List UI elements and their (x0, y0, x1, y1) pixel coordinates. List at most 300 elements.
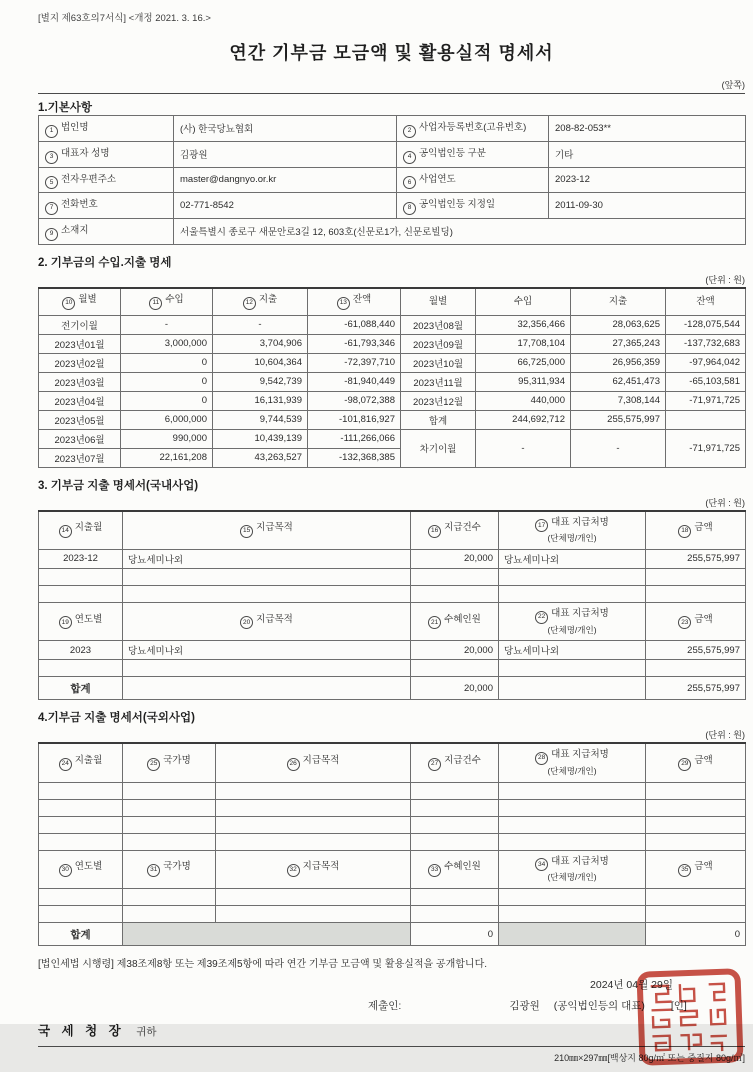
seal-placeholder-mark: [인] (670, 1000, 687, 1012)
column-header (213, 288, 308, 315)
table-cell (39, 906, 123, 923)
table-row (39, 816, 746, 833)
table-cell: 66,725,000 (476, 353, 571, 372)
circled-number: 28 (535, 752, 548, 765)
column-header (123, 602, 411, 640)
column-header-label: 지출월 (74, 522, 103, 534)
table-cell: 2023년01월 (39, 334, 121, 353)
table-cell (499, 782, 646, 799)
table3-year-body (39, 641, 746, 700)
table-cell (39, 833, 123, 850)
value-business-year: 2023-12 (549, 167, 746, 193)
column-header (499, 743, 646, 782)
recipient-suffix: 귀하 (136, 1026, 157, 1038)
table-row (39, 429, 746, 448)
circled-number: 4 (403, 151, 416, 164)
circled-number: 12 (243, 297, 256, 310)
table-cell (216, 906, 411, 923)
table-cell (646, 833, 746, 850)
page-side-label: (앞쪽) (721, 80, 745, 90)
circled-number: 6 (403, 176, 416, 189)
table-cell: 9,542,739 (213, 372, 308, 391)
table-cell (499, 677, 646, 700)
label-business-reg-no: 2 사업자등록번호(고유번호) (397, 116, 549, 142)
table-row (39, 315, 746, 334)
basic-info-table (38, 115, 746, 245)
circled-number: 23 (678, 616, 691, 629)
table-row (39, 334, 746, 353)
table-cell: - (571, 429, 666, 467)
table-cell (411, 816, 499, 833)
column-header-label: 지급건수 (444, 522, 481, 534)
unit-label: (단위 : 원) (705, 730, 745, 741)
table-cell (666, 410, 746, 429)
circled-number: 8 (403, 202, 416, 215)
table-cell (499, 799, 646, 816)
table-cell (123, 889, 216, 906)
table-cell: 255,575,997 (646, 641, 746, 660)
table-cell (39, 799, 123, 816)
table-row (39, 167, 746, 193)
column-header-label: 대표 지급처명 (551, 516, 609, 528)
table-cell (411, 833, 499, 850)
table-cell: 2023년10월 (401, 353, 476, 372)
table-cell: -101,816,927 (308, 410, 401, 429)
column-header (39, 511, 123, 550)
table-cell: -128,075,544 (666, 315, 746, 334)
table-cell (123, 568, 411, 585)
table-cell: 0 (121, 353, 213, 372)
document-title: 연간 기부금 모금액 및 활용실적 명세서 (229, 43, 554, 63)
table-row (39, 585, 746, 602)
column-header (571, 288, 666, 315)
column-header-label: 월별 (78, 293, 97, 305)
table-cell (646, 660, 746, 677)
table-cell (499, 833, 646, 850)
total-label: 합계 (39, 677, 123, 700)
column-header-label: 국가명 (163, 861, 191, 873)
table-cell (123, 585, 411, 602)
table-cell: 전기이월 (39, 315, 121, 334)
circled-number: 10 (62, 297, 75, 310)
table4-month-header-row (39, 743, 746, 782)
table-cell: 2023년04월 (39, 391, 121, 410)
table-cell: 0 (121, 391, 213, 410)
column-header-label: 수입 (165, 293, 184, 305)
table-cell: 9,744,539 (213, 410, 308, 429)
column-header-sublabel: (단체명/개인) (547, 533, 597, 544)
table-cell (646, 889, 746, 906)
column-header (39, 602, 123, 640)
table-cell: -61,793,346 (308, 334, 401, 353)
submission-date: 2024년 04월 29일 (590, 979, 673, 991)
total-count: 0 (411, 923, 499, 946)
table-cell: -72,397,710 (308, 353, 401, 372)
total-label: 합계 (401, 410, 476, 429)
table-cell (499, 889, 646, 906)
table-cell (499, 585, 646, 602)
table-cell: 2023년06월 (39, 429, 121, 448)
column-header (39, 850, 123, 888)
table-cell: - (213, 315, 308, 334)
table-cell: 0 (121, 372, 213, 391)
column-header-label: 잔액 (352, 293, 372, 305)
column-header-label: 지출 (258, 293, 278, 305)
table-row (39, 833, 746, 850)
circled-number: 15 (240, 525, 253, 538)
table3-month-header-row (39, 511, 746, 550)
label-designation-date: 8 공익법인등 지정일 (397, 193, 549, 219)
paper-spec: 210㎜×297㎜[백상지 80g/㎡ 또는 중질지 80g/㎡] (554, 1053, 745, 1063)
table-cell: -111,266,066 (308, 429, 401, 448)
circled-number: 30 (59, 864, 72, 877)
column-header (499, 511, 646, 550)
column-header (123, 511, 411, 550)
table-cell: 20,000 (411, 641, 499, 660)
table-cell (39, 782, 123, 799)
table-row (39, 677, 746, 700)
table-cell: 43,263,527 (213, 448, 308, 467)
table-cell: -61,088,440 (308, 315, 401, 334)
value-address: 서울특별시 종로구 새문안로3길 12, 603호(신문로1가, 신문로빌딩) (174, 219, 746, 245)
column-header (646, 602, 746, 640)
column-header-label: 금액 (694, 755, 713, 767)
table-cell (411, 889, 499, 906)
table-cell: 17,708,104 (476, 334, 571, 353)
table3-year-header-row (39, 602, 746, 640)
disclosure-statement: [법인세법 시행령] 제38조제8항 또는 제39조제5항에 따라 연간 기부금 모금액 및 활용실적을 공개합니다. (38, 959, 488, 970)
column-header (123, 850, 216, 888)
column-header (499, 602, 646, 640)
column-header-label: 잔액 (696, 295, 715, 307)
table3-month-body (39, 549, 746, 602)
table-cell (123, 923, 411, 946)
divider-line (38, 93, 745, 94)
table-cell: -132,368,385 (308, 448, 401, 467)
column-header (499, 850, 646, 888)
total-count: 20,000 (411, 677, 499, 700)
table-cell (123, 782, 216, 799)
table-cell (123, 833, 216, 850)
table2-header-row (39, 288, 746, 315)
table-cell: 26,956,359 (571, 353, 666, 372)
circled-number: 3 (45, 151, 58, 164)
circled-number: 27 (428, 758, 441, 771)
divider-line (38, 1046, 745, 1047)
table-cell: 당뇨세미나외 (123, 641, 411, 660)
table-cell (646, 568, 746, 585)
table4-month-body (39, 782, 746, 850)
table-cell: -98,072,388 (308, 391, 401, 410)
column-header (216, 850, 411, 888)
table-cell: -97,964,042 (666, 353, 746, 372)
table-cell: 2023 (39, 641, 123, 660)
value-representative: 김광원 (174, 141, 397, 167)
table-cell: - (121, 315, 213, 334)
section1-heading: 1.기본사항 (38, 102, 93, 114)
column-header (401, 288, 476, 315)
total-amount: 255,575,997 (646, 677, 746, 700)
label-email: 5 전자우편주소 (39, 167, 174, 193)
circled-number: 7 (45, 202, 58, 215)
table-cell (123, 660, 411, 677)
column-header-label: 연도별 (74, 613, 103, 625)
table-cell: 2023-12 (39, 549, 123, 568)
circled-number: 24 (59, 758, 72, 771)
table-row (39, 116, 746, 142)
column-header-label: 지급목적 (256, 522, 293, 534)
table-cell: 244,692,712 (476, 410, 571, 429)
table-cell (216, 799, 411, 816)
circled-number: 18 (678, 525, 691, 538)
circled-number: 17 (535, 519, 548, 532)
circled-number: 26 (287, 758, 300, 771)
circled-number: 2 (403, 125, 416, 138)
table-row (39, 141, 746, 167)
table-cell: 2023년07월 (39, 448, 121, 467)
label-representative: 3 대표자 성명 (39, 141, 174, 167)
column-header (39, 743, 123, 782)
table-row (39, 372, 746, 391)
table-cell (499, 923, 646, 946)
table-cell (646, 782, 746, 799)
table-cell: 2023년11월 (401, 372, 476, 391)
table-cell (216, 889, 411, 906)
table-cell: 32,356,466 (476, 315, 571, 334)
column-header-label: 대표 지급처명 (551, 607, 609, 619)
table-row (39, 641, 746, 660)
column-header-label: 지급건수 (444, 755, 481, 767)
submitter-role: (공익법인등의 대표) (553, 1000, 645, 1012)
column-header (646, 743, 746, 782)
table-row (39, 219, 746, 245)
table-row (39, 353, 746, 372)
column-header (411, 511, 499, 550)
total-label: 합계 (39, 923, 123, 946)
table-cell (499, 660, 646, 677)
circled-number: 5 (45, 176, 58, 189)
table-cell (411, 585, 499, 602)
table-cell: 당뇨세미나외 (499, 549, 646, 568)
table-cell: 16,131,939 (213, 391, 308, 410)
table-cell: 3,000,000 (121, 334, 213, 353)
value-org-type: 기타 (549, 141, 746, 167)
carry-forward-label: 차기이월 (401, 429, 476, 467)
circled-number: 11 (149, 297, 162, 310)
column-header-label: 수혜인원 (444, 613, 481, 625)
table-cell: 7,308,144 (571, 391, 666, 410)
table-row (39, 799, 746, 816)
label-address: 9 소재지 (39, 219, 174, 245)
table-row (39, 568, 746, 585)
table2-body (39, 315, 746, 467)
label-business-year: 6 사업연도 (397, 167, 549, 193)
column-header (411, 850, 499, 888)
column-header-sublabel: (단체명/개인) (547, 766, 597, 776)
column-header-sublabel: (단체명/개인) (547, 624, 597, 635)
table-cell (411, 906, 499, 923)
table-cell: 27,365,243 (571, 334, 666, 353)
table-row (39, 660, 746, 677)
circled-number: 35 (678, 864, 691, 877)
table-cell: 2023년02월 (39, 353, 121, 372)
table-cell (499, 816, 646, 833)
domestic-expense-table (38, 510, 746, 701)
table-cell (411, 799, 499, 816)
column-header (666, 288, 746, 315)
label-phone: 7 전화번호 (39, 193, 174, 219)
circled-number: 13 (337, 297, 350, 310)
circled-number: 1 (45, 125, 58, 138)
table-cell: 3,704,906 (213, 334, 308, 353)
circled-number: 16 (428, 525, 441, 538)
value-designation-date: 2011-09-30 (549, 193, 746, 219)
table-cell: 10,604,364 (213, 353, 308, 372)
column-header-label: 대표 지급처명 (551, 855, 609, 867)
circled-number: 21 (428, 616, 441, 629)
table-cell (411, 568, 499, 585)
column-header-label: 지출 (608, 295, 628, 307)
section4-heading: 4.기부금 지출 명세서(국외사업) (38, 712, 195, 725)
table-row (39, 410, 746, 429)
table-cell: 95,311,934 (476, 372, 571, 391)
table-cell (123, 799, 216, 816)
recipient-name: 국 세 청 장 (38, 1024, 125, 1038)
circled-number: 9 (45, 228, 58, 241)
table-row (39, 906, 746, 923)
column-header (121, 288, 213, 315)
unit-label: (단위 : 원) (705, 497, 745, 508)
table-cell: 6,000,000 (121, 410, 213, 429)
column-header (646, 511, 746, 550)
circled-number: 25 (147, 758, 160, 771)
table-cell: 255,575,997 (646, 549, 746, 568)
table-cell (646, 585, 746, 602)
table-cell: -71,971,725 (666, 391, 746, 410)
table-cell (499, 568, 646, 585)
column-header-sublabel: (단체명/개인) (547, 872, 597, 883)
table-cell (123, 906, 216, 923)
table-cell (39, 889, 123, 906)
column-header (411, 743, 499, 782)
circled-number: 22 (535, 611, 548, 624)
table-cell (411, 660, 499, 677)
table-cell (499, 906, 646, 923)
table-cell (39, 660, 123, 677)
value-email: master@dangnyo.or.kr (174, 167, 397, 193)
table-cell (123, 677, 411, 700)
table-cell: 22,161,208 (121, 448, 213, 467)
table-row (39, 889, 746, 906)
table-row (39, 782, 746, 799)
form-reference: [별지 제63호의7서식] <개정 2021. 3. 16.> (38, 13, 211, 24)
table-cell: 10,439,139 (213, 429, 308, 448)
table-cell: - (476, 429, 571, 467)
section2-heading: 2. 기부금의 수입.지출 명세 (38, 256, 172, 269)
value-business-reg-no: 208-82-053** (549, 116, 746, 142)
table-cell: 20,000 (411, 549, 499, 568)
table4-year-header-row (39, 850, 746, 888)
submitter-name: 김광원 (509, 1000, 540, 1012)
value-corp-name: (사) 한국당뇨협회 (174, 116, 397, 142)
table-cell: -65,103,581 (666, 372, 746, 391)
column-header-label: 월별 (428, 295, 448, 307)
table-cell (123, 816, 216, 833)
circled-number: 34 (535, 858, 548, 871)
label-org-type: 4 공익법인등 구분 (397, 141, 549, 167)
column-header-label: 지출월 (74, 755, 103, 767)
column-header-label: 지급목적 (256, 613, 293, 625)
circled-number: 19 (59, 616, 72, 629)
circled-number: 20 (240, 616, 253, 629)
column-header-label: 수입 (513, 295, 533, 307)
column-header (646, 850, 746, 888)
table-cell (646, 799, 746, 816)
table-cell: 당뇨세미나외 (499, 641, 646, 660)
column-header-label: 대표 지급처명 (551, 749, 609, 761)
table-cell (216, 833, 411, 850)
table-cell: 2023년03월 (39, 372, 121, 391)
table-cell (216, 816, 411, 833)
overseas-expense-table (38, 742, 746, 946)
column-header (411, 602, 499, 640)
column-header-label: 금액 (694, 861, 713, 873)
column-header-label: 지급목적 (302, 861, 340, 873)
table-row (39, 193, 746, 219)
table-cell: -81,940,449 (308, 372, 401, 391)
circled-number: 29 (678, 758, 691, 771)
column-header-label: 수혜인원 (444, 861, 481, 873)
column-header (216, 743, 411, 782)
column-header (123, 743, 216, 782)
table-cell: 당뇨세미나외 (123, 549, 411, 568)
document-footer (38, 955, 745, 1064)
column-header (308, 288, 401, 315)
table-cell: -71,971,725 (666, 429, 746, 467)
column-header-label: 금액 (694, 522, 713, 534)
table-cell (39, 568, 123, 585)
column-header (39, 288, 121, 315)
recipient-line (38, 1021, 745, 1039)
table4-year-body (39, 889, 746, 946)
total-amount: 0 (646, 923, 746, 946)
basic-info-body (39, 116, 746, 245)
column-header-label: 금액 (694, 613, 713, 625)
table-row (39, 391, 746, 410)
table-cell (411, 782, 499, 799)
table-cell: 62,451,473 (571, 372, 666, 391)
submitter-line (38, 998, 745, 1013)
table-row (39, 549, 746, 568)
submitter-label: 제출인: (368, 1000, 402, 1012)
table-cell: 2023년08월 (401, 315, 476, 334)
table-cell (646, 906, 746, 923)
table-cell (646, 816, 746, 833)
donation-income-expense-table (38, 287, 746, 468)
table-cell: 2023년12월 (401, 391, 476, 410)
label-corp-name: 1 법인명 (39, 116, 174, 142)
column-header-label: 지급목적 (302, 755, 340, 767)
table-cell: 440,000 (476, 391, 571, 410)
column-header (476, 288, 571, 315)
table-cell (216, 782, 411, 799)
circled-number: 14 (59, 525, 72, 538)
table-cell: 28,063,625 (571, 315, 666, 334)
column-header-label: 연도별 (74, 861, 103, 873)
table-cell (39, 816, 123, 833)
unit-label: (단위 : 원) (705, 274, 745, 285)
table-cell: -137,732,683 (666, 334, 746, 353)
